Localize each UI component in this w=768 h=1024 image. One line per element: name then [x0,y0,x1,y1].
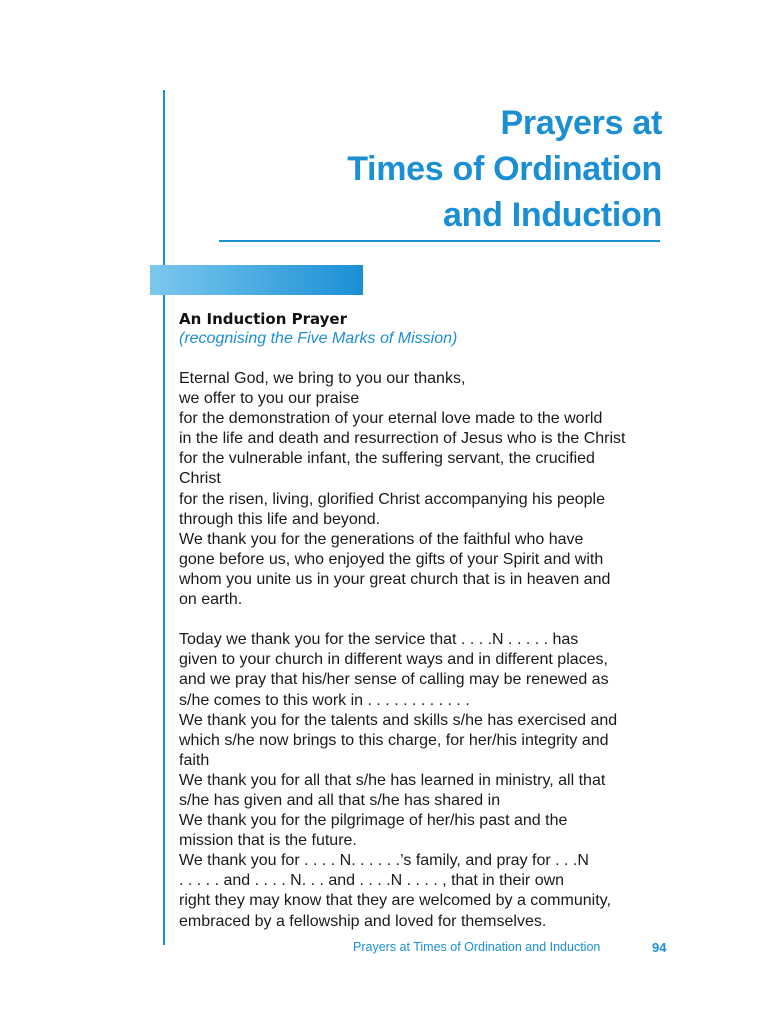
page-title-line-3: and Induction [443,196,662,234]
left-vertical-rule [163,90,165,945]
body-line: through this life and beyond. [179,510,381,528]
body-line: gone before us, who enjoyed the gifts of your Spirit and with [179,550,604,568]
body-line: . . . . . and . . . . N. . . and . . . .N . . . . , that in their own [179,872,565,890]
body-line: for the demonstration of your eternal love made to the world [179,410,603,428]
body-line: mission that is the future. [179,832,357,850]
body-line: We thank you for . . . . N. . . . . .’s family, and pray for . . .N [179,852,589,870]
body-line: whom you unite us in your great church that is in heaven and [179,570,611,588]
prayer-body [179,369,669,932]
body-line: embraced by a fellowship and loved for themselves. [179,912,547,930]
paragraph-gap [179,610,669,630]
title-underline-rule [219,240,660,242]
body-line: for the risen, living, glorified Christ accompanying his people [179,490,605,508]
body-line: and we pray that his/her sense of calling may be renewed as [179,671,609,689]
body-line: s/he comes to this work in . . . . . . . . . . . . [179,691,470,709]
body-line: faith [179,751,210,769]
page-title-line-1: Prayers at [500,104,662,142]
body-line: We thank you for the talents and skills s/he has exercised and [179,711,618,729]
body-line: Today we thank you for the service that . . . .N . . . . . has [179,631,579,649]
page-title [182,100,662,238]
body-line: in the life and death and resurrection of Jesus who is the Christ [179,430,626,448]
body-line: We thank you for all that s/he has learned in ministry, all that [179,771,606,789]
body-line: on earth. [179,591,243,609]
page-title-line-2: Times of Ordination [347,150,662,188]
body-line: s/he has given and all that s/he has shared in [179,791,501,809]
footer-running-title: Prayers at Times of Ordination and Induction [353,940,601,954]
section-subheading: (recognising the Five Marks of Mission) [179,330,458,347]
body-line: for the vulnerable infant, the suffering servant, the crucified [179,450,595,468]
page-number: 94 [652,940,667,955]
section-heading: An Induction Prayer [179,310,347,328]
body-line: right they may know that they are welcomed by a community, [179,892,611,910]
body-line: given to your church in different ways and in different places, [179,651,608,669]
section-gradient-bar [150,265,363,295]
body-line: We thank you for the pilgrimage of her/his past and the [179,812,568,830]
body-line: we offer to you our praise [179,390,360,408]
body-line: Christ [179,470,221,488]
body-line: We thank you for the generations of the faithful who have [179,530,584,548]
body-line: which s/he now brings to this charge, for her/his integrity and [179,731,609,749]
body-line: Eternal God, we bring to you our thanks, [179,370,466,387]
